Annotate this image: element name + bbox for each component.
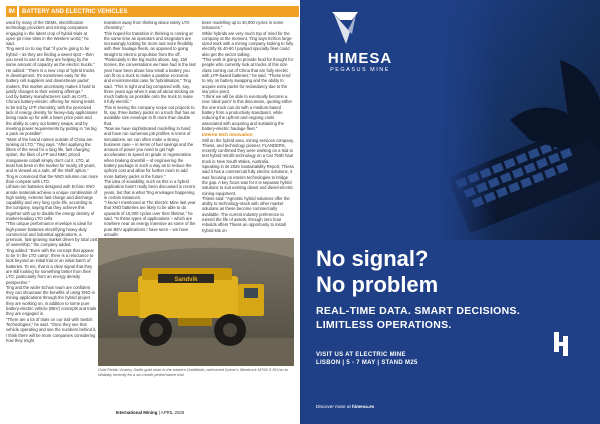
sign-text: Sandvik [174,277,198,283]
brand-subtitle: PEGASUS MINE [330,67,390,73]
paragraph: Ting and the wider Echion team are confident they can showcase the benefits of using XNO in mining applications through the hybrid project they are working on, in addition to some pure battery-electric vehicle (BEV) concepts and trials they are engaged in. [6,284,97,317]
paragraph: "This work is going to provide food for thought for people who currently look at trucks of this size class coming out of China that are fully electric with LFP-based batteries," he said. "These tend to rely on battery swapping and the ability to acquire extra packs for redundancy due to the low price point. [202,57,294,94]
mine-truck-illustration [98,238,294,366]
paragraph: "There are a lot of trials on our trail with Switch Technologies," he said. "Once they see that vehicle operating and see the numbers behind it, I think there will be more companies considering how they might [6,316,97,343]
ad-tagline [316,304,586,332]
paragraph: The idea of scalability, such as this in a hybrid application hasn't really been discussed in recent years, but that is what Ting envisages happening in certain instances. [104,178,195,200]
discover-url[interactable]: himesa.es [352,404,375,409]
page-footer [0,410,300,415]
visit-line-1: VISIT US AT ELECTRIC MINE [316,352,406,358]
paragraph: Lithium-ion batteries designed with Echion XNO anode materials achieve a unique combination of high safety, extreme fast-charge and discharge capability and very long cycle life, according to the company, saying that they achieve this together with up to double the energy density of market-leading LTO cells. [6,184,98,221]
headline-line-1: No signal? [316,246,429,271]
article-column-3 [202,20,294,236]
brand-name: HIMESA [327,50,393,67]
paragraph: Ting added: "Even with the concept that appear to be 'in the LTO camp', there is a reluctance to look beyond an initial trial or an initial batch of batteries. To me, that is a clear signal that they are still looking for something better from their LTO, particularly from an energy density perspective." [6,247,94,285]
paragraph: "Particularly in the big trucks above, say, 150 tonnes, the conversations we have had in the last year have been about how small a battery you can fit on a truck to make a positive economic and environmental case for hybridisation," Ting said. "This is right and big compared with, say, three years ago when it was all about sticking as much battery as possible onto the truck to make it fully electric." [104,57,196,105]
headline-line-2: No problem [316,272,439,297]
discover-more [316,404,374,409]
article-column-1 [6,20,98,358]
paragraph: This is seeing the company scope out projects to fit, say, three battery packs on a truck that has an available size envelope to fit more than double that. [104,104,196,126]
footer-separator: | [158,410,161,415]
paragraph: Speaking in its 2025 Sustainability Report, Thiess said it has a commercial fully electric solutions, it was focusing on interim technologies to bridge the gap. A key focus was for it is separate hybrid solutions to suit existing diesel and diesel-electric mining equipment. [202,164,294,196]
ad-photo-keyboard [440,0,600,240]
visit-line-2: LISBON | 5 - 7 MAY | STAND M25 [316,360,418,366]
paragraph: "I think we will be able to eventually become a new 'ideal point' in this discussion, quoting either the one truck can do with a medium-based battery from a productivity standpoint, while reducing the upfront and ongoing costs associated with acquiring and sustaining the battery-electric haulage fleet." [202,94,293,131]
section-title: BATTERY AND ELECTRIC VEHICLES [19,6,299,17]
paragraph: "This unique performance envelope is ideal for high-power batteries electrifying heavy-duty commercial and industrial applications, a premium, fast-growing market driven by total cost of ownership," the company added. [6,221,98,248]
paragraph: This hoped-for transition in thinking is coming at the same time as operators and integrators are increasingly looking for more and more flexibility with their haulage fleets, as opposed to going straight to electric propulsion from the off. [104,30,194,57]
paragraph: "Most of the brand names outside of China are looking at LTO," Ting says. "After applying the filters of the need for a long life, fast charging option, the likes of LFP and NMC priced manganese cobalt simply don't cut it. LTO, at least has been in the market for nearly 20 years, and is viewed as a safe, off the shelf option." [6,136,96,174]
tagline-line-2: LIMITLESS OPERATIONS. [316,319,452,331]
paragraph: been modelling up to 30,000 cycles in some instances." [202,20,284,31]
paragraph: He added: "There is a new crop of hybrid trucks in development. It's sometimes easy for the battery cell suppliers and downstream packs' makers, this market uncertainty makes it hard to justify changes to their existing offerings." [6,67,96,94]
im-logo: IM [6,6,17,17]
paragraph: transition away from thinking about solely LTO chemistry." [104,20,190,31]
paragraph: Led by battery manufacturers such as CATL, China's battery-electric offering for mining tends to be led by LFP chemistry, with the perceived lack of energy density for heavy-duty applications being made up for with a lower price point and the ability to carry out battery swaps, and by meeting power requirements by putting in "as big a pack as possible". [6,94,98,137]
paragraph: "Now we have sophisticated modelling to hand and have run numerous job profiles in terms of simulations, we can often make a strong business case – in terms of fuel savings and the amount of power you need to get high acceleration to speed on grade or regeneration when braking downhill – of engineering the battery package in such a way as to reduce the upfront cost and allow for further room to add more battery packs in the future." [104,125,194,179]
photo-caption: Gold Fields' Granny Smith gold mine in the eastern Goldfields, welcomed Epiroc's Minetruck MT66 S Ei/Vso to Wallaby recently for a six-month performance trial [98,367,289,377]
paragraph: Ting went on to say that "if you're going to be hybrid – as they are finding a sweet spot – then you need to use it as they are helping by the same amount of capacity as the electric trucks." [6,46,95,68]
himesa-h-icon [552,330,570,358]
paragraph: Still on the hybrid area, mining services company, Thiess, and technology pioneer, FLANDERS, recently confirmed they were working on a trial to test hybrid retrofit technology on a Cat 793D haul truck in New South Wales, Australia. [202,137,294,164]
paragraph: "I know I mentioned at The Electric Mine last year that XNO batteries are likely to be able to do upwards of 15,000 cycles over their lifetime," he said. "In these types of applications – which are nowhere near as energy intensive as some of the pure BEV applications I have seen – we have actually [104,200,196,236]
paragraph: used by many of the OEMs, electrification technology providers and mining companies engaging in the latest crop of hybrid trials at open-pit mine sites in the Western world," he said. [6,20,89,47]
mine-truck-photo [98,238,294,366]
footer-brand: International Mining [115,410,158,415]
paragraph: While hybrids are very much top of mind for the company at the moment, Ting says Echion large-sized work with a mining company looking to fully electrify its 40-60 t payload specialty fleet could also get the sector talking. [202,30,294,57]
footer-date: APRIL 2025 [160,410,185,415]
paragraph: Ting is convinced that the NNO solution can more than compete with LTO. [6,173,98,184]
article-column-2 [104,20,196,236]
keyboard-hands-illustration [440,0,600,240]
section-header [6,6,299,17]
paragraph: Thiess said: "Agnostic hybrid solutions offer the ability to technology-stack with other market solutions as these become commercially available. The current industry preference to extend the life of assets, through zero hour rebuilds offers Thiess an opportunity to install hybrid kits on [202,195,290,233]
subheading: Interim tech innovation [202,132,253,138]
tagline-line-1: REAL-TIME DATA. SMART DECISIONS. [316,305,521,317]
discover-prefix: Discover more at [316,404,352,409]
himesa-logo-icon [330,10,360,46]
ad-headline [316,246,586,298]
himesa-advertisement [300,0,600,424]
